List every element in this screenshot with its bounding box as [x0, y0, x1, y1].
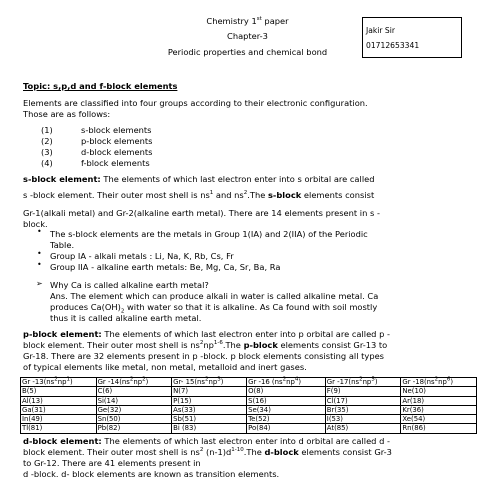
table-cell: B(5): [21, 387, 97, 396]
teacher-name: Jakir Sir: [366, 26, 395, 35]
table-header-cell: Gr $-17(ns^2np^5)$: [325, 378, 401, 387]
table-cell: Tl(81): [21, 424, 97, 433]
table-cell: Sb(51): [172, 415, 247, 424]
answer-line-3: thus it is called alkaline earth metal.: [50, 313, 202, 323]
table-cell: At(85): [325, 424, 401, 433]
teacher-phone: 01712653341: [366, 41, 420, 50]
document-title: Chemistry 1st paper: [206, 16, 289, 26]
group-label: f-block elements: [81, 158, 150, 168]
table-cell: Te(52): [247, 415, 326, 424]
table-cell: N(7): [172, 387, 247, 396]
table-row: [21, 405, 477, 414]
p-block-line-1: p-block element: The elements of which last electron enter into p orbital are called p -: [23, 329, 390, 339]
d-block-line-4: d -block. d- block elements are known as transition elements.: [23, 469, 280, 479]
table-cell: As(33): [172, 405, 247, 414]
bullet-icon: •: [37, 227, 42, 236]
arrow-bullet-icon: ➢: [36, 279, 43, 288]
table-header-cell: Gr- $15(ns^2np^3)$: [172, 378, 247, 387]
d-block-line-1: d-block element: The elements of which last electron enter into d orbital are called d -: [23, 436, 390, 446]
table-cell: Al(13): [21, 396, 97, 405]
table-cell: O(8): [247, 387, 326, 396]
group-label: s-block elements: [81, 125, 152, 135]
table-cell: Se(34): [247, 405, 326, 414]
table-cell: I(53): [325, 415, 401, 424]
table-cell: Po(84): [247, 424, 326, 433]
table-cell: In(49): [21, 415, 97, 424]
d-block-heading: d-block element:: [23, 436, 102, 446]
table-cell: Xe(54): [401, 415, 477, 424]
table-cell: P(15): [172, 396, 247, 405]
s-block-bullet-1: The s-block elements are the metals in Group 1(IA) and 2(IIA) of the Periodic: [50, 229, 368, 239]
p-block-line-4: of typical elements like metal, non metal, metalloid and inert gases.: [23, 362, 307, 372]
p-block-heading: p-block element:: [23, 329, 102, 339]
p-block-line-3: Gr-18. There are 32 elements present in p -block. p block elements consisting all types: [23, 351, 385, 361]
answer-line-1: Ans. The element which can produce alkali in water is called alkaline metal. Ca: [50, 291, 379, 301]
intro-line-1: Elements are classified into four groups according to their electronic configuration.: [23, 98, 368, 108]
table-row: [21, 424, 477, 433]
table-header-cell: Gr $-18(ns^2np^6)$: [401, 378, 477, 387]
s-block-heading: s-block element:: [23, 174, 101, 184]
group-number: (1): [41, 125, 53, 135]
s-block-bullet-3: Group IIA - alkaline earth metals: Be, Mg, Ca, Sr, Ba, Ra: [50, 262, 281, 272]
table-row: [21, 396, 477, 405]
group-label: d-block elements: [81, 147, 153, 157]
table-row: [21, 415, 477, 424]
table-cell: Si(14): [96, 396, 172, 405]
p-block-line-2: block element. Their outer most shell is $ns^2np^{1-6}.The$ p-block elements consist Gr-13 to: [23, 340, 388, 350]
table-cell: C(6): [96, 387, 172, 396]
table-cell: S(16): [247, 396, 326, 405]
p-block-groups-table: [20, 377, 477, 434]
chapter-subtitle: Periodic properties and chemical bond: [167, 47, 328, 57]
table-header-row: [21, 378, 477, 387]
table-cell: Sn(50): [96, 415, 172, 424]
table-cell: Ne(10): [401, 387, 477, 396]
s-block-line-3: Gr-1(alkali metal) and Gr-2(alkaline earth metal). There are 14 elements present in s -: [23, 208, 380, 218]
s-block-bullet-2: Group IA - alkali metals : Li, Na, K, Rb, Cs, Fr: [50, 251, 234, 261]
s-block-bullet-1-cont: Table.: [50, 240, 75, 250]
table-header-cell: Gr -16 $(ns^2np^4)$: [247, 378, 326, 387]
table-row: [21, 387, 477, 396]
s-block-line-2: s -block element. Their outer most shell is $ns^1$ and $ns^2.The$ s-block elements consist: [23, 190, 375, 200]
table-cell: Pb(82): [96, 424, 172, 433]
group-number: (4): [41, 158, 53, 168]
table-header-cell: Gr $-13(ns^2np^1)$: [21, 378, 97, 387]
answer-line-2: produces $Ca(OH)_2$ with water so that it is alkaline. As Ca found with soil mostly: [50, 302, 378, 315]
table-cell: Rn(86): [401, 424, 477, 433]
s-block-line-4: block.: [23, 219, 48, 229]
chapter-label: Chapter-3: [227, 31, 268, 41]
intro-line-2: Those are as follows:: [23, 109, 111, 119]
d-block-line-2: block element. Their outer most shell is $ns^2$ $(n-1)d^{1-10}.The$ d-block elements consist Gr-3: [23, 447, 392, 457]
bullet-icon: •: [37, 260, 42, 269]
group-number: (2): [41, 136, 53, 146]
table-cell: Ar(18): [401, 396, 477, 405]
bullet-icon: •: [37, 249, 42, 258]
table-cell: Ga(31): [21, 405, 97, 414]
table-cell: Bi (83): [172, 424, 247, 433]
table-cell: Kr(36): [401, 405, 477, 414]
table-header-cell: Gr $-14(ns^2np^2)$: [96, 378, 172, 387]
table-cell: Ge(32): [96, 405, 172, 414]
topic-heading: Topic: s,p,d and f-block elements: [23, 81, 178, 91]
teacher-info-box: [362, 17, 462, 58]
question-text: Why Ca is called alkaline earth metal?: [50, 280, 209, 290]
s-block-line-1: s-block element: The elements of which last electron enter into s orbital are called: [23, 174, 375, 184]
group-number: (3): [41, 147, 53, 157]
d-block-line-3: to Gr-12. There are 41 elements present in: [23, 458, 201, 468]
table-cell: Br(35): [325, 405, 401, 414]
table-cell: F(9): [325, 387, 401, 396]
table-cell: Cl(17): [325, 396, 401, 405]
group-label: p-block elements: [81, 136, 153, 146]
